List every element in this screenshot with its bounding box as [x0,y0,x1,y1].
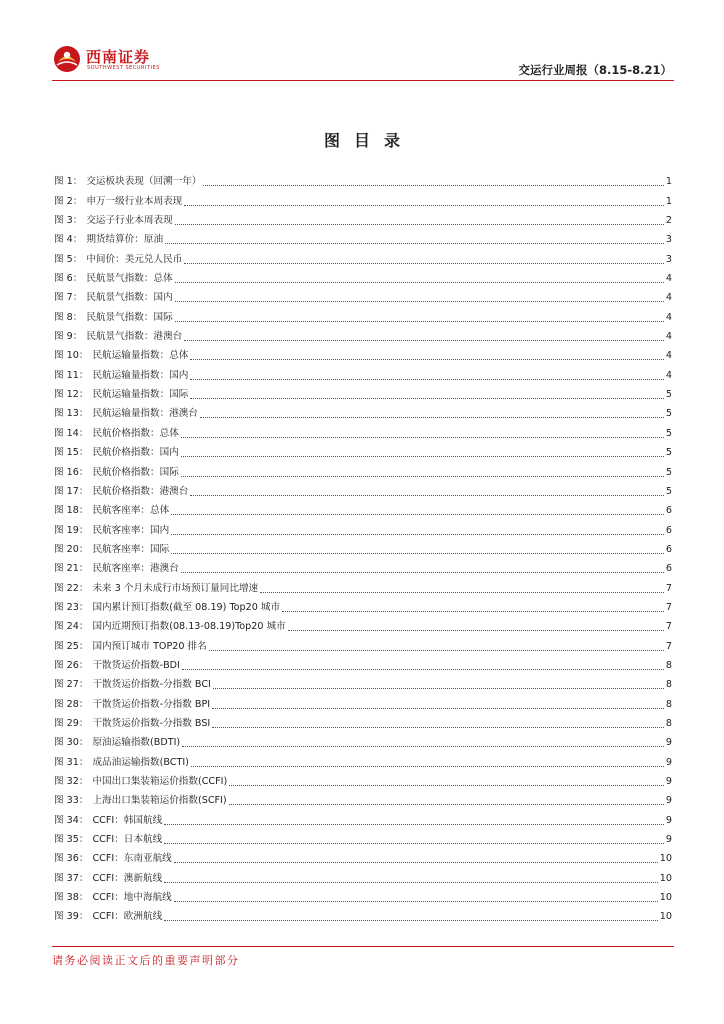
footer-divider [52,946,674,947]
toc-entry-page-number: 5 [665,466,672,478]
figure-table-of-contents [54,169,672,923]
toc-entry-label [54,602,280,614]
toc-dot-leader [209,650,664,651]
toc-entry-label [54,834,162,846]
toc-entry-title: 上海出口集装箱运价指数(SCFI) [92,795,227,807]
toc-entry-page-number: 6 [665,505,672,517]
toc-entry-page-number: 6 [665,524,672,536]
toc-entry-title: 国内预订城市 TOP20 排名 [92,640,207,652]
toc-entry-label [54,525,169,537]
toc-entry-number: 图 28： [54,698,89,710]
toc-entry-number: 图 30： [54,737,89,749]
toc-entry[interactable] [54,362,672,381]
toc-entry-label [54,776,227,788]
toc-entry[interactable] [54,769,672,788]
toc-entry-title: 成品油运输指数(BCTI) [92,756,189,768]
toc-dot-leader [203,185,663,186]
toc-entry-title: CCFI：东南亚航线 [92,853,172,865]
toc-entry-label [54,254,182,266]
logo-emblem-icon [52,44,82,74]
toc-entry-label [54,292,173,304]
toc-entry-page-number: 4 [665,369,672,381]
toc-entry-page-number: 4 [665,273,672,285]
toc-entry-title: 民航客座率：国际 [92,543,170,555]
toc-entry-page-number: 10 [659,872,672,884]
toc-entry-page-number: 1 [665,176,672,188]
toc-entry-number: 图 19： [54,524,89,536]
toc-entry-label [54,660,180,672]
toc-entry-title: 未来 3 个月未成行市场预订量同比增速 [92,582,259,594]
toc-entry-title: 中国出口集装箱运价指数(CCFI) [92,776,228,787]
toc-entry-number: 图 10： [54,350,89,362]
toc-entry-number: 图 37： [54,872,89,884]
toc-entry-number: 图 9： [54,331,83,343]
header-divider [52,80,674,81]
toc-entry-label [54,795,227,807]
toc-entry-number: 图 31： [54,756,89,768]
toc-entry-page-number: 4 [665,311,672,323]
toc-entry-number: 图 2： [54,195,83,207]
toc-entry-page-number: 8 [665,717,672,729]
toc-entry[interactable] [54,730,672,749]
toc-dot-leader [288,630,664,631]
toc-entry-page-number: 9 [665,795,672,807]
toc-dot-leader [184,340,664,341]
toc-entry[interactable] [54,865,672,884]
toc-entry-number: 图 1： [54,176,83,188]
toc-entry[interactable] [54,827,672,846]
toc-entry[interactable] [54,633,672,652]
toc-entry-title: 交运子行业本周表现 [86,215,173,227]
toc-entry[interactable] [54,575,672,594]
toc-entry-page-number: 8 [665,659,672,671]
toc-entry-title: 国内近期预订指数(08.13-08.19)Top20 城市 [92,621,286,633]
toc-entry-title: 民航运输量指数：国际 [92,389,189,401]
toc-entry[interactable] [54,227,672,246]
toc-entry-title: 民航景气指数：国内 [86,292,173,304]
toc-dot-leader [182,746,664,747]
toc-entry[interactable] [54,304,672,323]
toc-dot-leader [282,611,664,612]
toc-entry-title: 民航景气指数：总体 [86,273,173,285]
toc-entry[interactable] [54,246,672,265]
toc-entry-title: 民航价格指数：国内 [92,447,179,459]
toc-entry-page-number: 3 [665,253,672,265]
toc-entry[interactable] [54,479,672,498]
toc-dot-leader [213,688,664,689]
toc-dot-leader [164,920,658,921]
toc-entry-label [54,389,188,401]
toc-entry[interactable] [54,517,672,536]
toc-entry-number: 图 29： [54,717,89,729]
toc-dot-leader [191,766,664,767]
toc-dot-leader [184,263,664,264]
toc-entry-page-number: 10 [659,911,672,923]
toc-entry[interactable] [54,440,672,459]
toc-dot-leader [190,495,664,496]
toc-dot-leader [181,476,664,477]
toc-dot-leader [181,437,664,438]
toc-entry-label [54,196,182,208]
toc-entry-title: 民航运输量指数：总体 [92,350,189,362]
toc-entry-title: CCFI：澳新航线 [92,872,163,884]
toc-entry[interactable] [54,691,672,710]
toc-entry-number: 图 27： [54,679,89,691]
toc-entry-page-number: 6 [665,543,672,555]
toc-entry-title: 民航客座率：总体 [92,505,170,517]
toc-dot-leader [190,359,664,360]
page-title: 图目录 [323,131,414,150]
toc-entry-title: 干散货运价指数-分指数 BCI [92,679,211,691]
toc-entry-page-number: 4 [665,350,672,362]
toc-dot-leader [260,592,664,593]
report-title: 交运行业周报（8.15-8.21） [518,63,672,77]
toc-entry-label [54,215,173,227]
page-header [52,40,674,82]
toc-entry-title: CCFI：地中海航线 [92,892,172,904]
toc-entry[interactable] [54,595,672,614]
toc-entry-number: 图 32： [54,776,89,787]
toc-dot-leader [171,553,664,554]
toc-dot-leader [200,417,664,418]
toc-entry-label [54,234,163,246]
toc-entry[interactable] [54,498,672,517]
toc-entry-number: 图 13： [54,408,89,420]
toc-entry-title: 干散货运价指数-分指数 BSI [92,717,211,729]
toc-entry[interactable] [54,459,672,478]
toc-dot-leader [171,534,664,535]
toc-entry-page-number: 8 [665,698,672,710]
toc-entry[interactable] [54,807,672,826]
toc-entry-page-number: 4 [665,292,672,304]
toc-entry-label [54,408,198,420]
toc-entry-page-number: 7 [665,601,672,613]
toc-dot-leader [165,243,664,244]
toc-dot-leader [171,514,664,515]
toc-entry-page-number: 5 [665,427,672,439]
toc-entry[interactable] [54,788,672,807]
toc-dot-leader [181,456,664,457]
toc-entry-page-number: 4 [665,331,672,343]
logo-english-name: SOUTHWEST SECURITIES [87,65,160,71]
toc-entry-number: 图 6： [54,273,83,285]
toc-entry-page-number: 3 [665,234,672,246]
toc-entry-title: CCFI：日本航线 [92,834,163,846]
toc-entry-page-number: 2 [665,215,672,227]
toc-entry-title: CCFI：欧洲航线 [92,911,163,923]
toc-dot-leader [182,669,664,670]
toc-entry-label [54,467,179,479]
toc-entry-page-number: 1 [665,195,672,207]
toc-entry[interactable] [54,749,672,768]
toc-entry-label [54,911,162,923]
toc-entry-label [54,273,173,285]
toc-entry-page-number: 5 [665,389,672,401]
toc-entry-page-number: 7 [665,582,672,594]
toc-entry-label [54,486,188,498]
toc-entry-number: 图 26： [54,659,89,671]
toc-entry[interactable] [54,653,672,672]
toc-entry[interactable] [54,208,672,227]
toc-entry-title: 交运板块表现（回溯一年） [86,176,202,188]
toc-entry[interactable] [54,382,672,401]
toc-entry[interactable] [54,672,672,691]
toc-entry-label [54,699,210,711]
toc-entry-title: 民航价格指数：总体 [92,427,179,439]
toc-entry-page-number: 9 [665,756,672,768]
toc-dot-leader [190,379,664,380]
toc-entry-number: 图 22： [54,582,89,594]
toc-entry-number: 图 21： [54,563,89,575]
toc-entry-page-number: 10 [659,892,672,904]
toc-entry[interactable] [54,266,672,285]
toc-entry-label [54,331,182,343]
toc-entry-title: 中间价：美元兑人民币 [86,253,183,265]
toc-entry-number: 图 15： [54,447,89,459]
logo-chinese-name: 西南证券 [86,48,151,66]
toc-dot-leader [175,224,664,225]
toc-entry-label [54,176,201,188]
toc-entry-number: 图 3： [54,215,83,227]
toc-entry-page-number: 5 [665,447,672,459]
toc-dot-leader [164,824,664,825]
toc-dot-leader [229,785,664,786]
toc-entry-page-number: 9 [665,776,672,787]
toc-entry-title: 期货结算价：原油 [86,234,164,246]
toc-dot-leader [174,901,658,902]
toc-entry-title: 民航客座率：港澳台 [92,563,179,575]
toc-entry-label [54,757,189,769]
toc-entry-number: 图 11： [54,369,89,381]
toc-entry-number: 图 20： [54,543,89,555]
toc-entry-number: 图 17： [54,485,89,497]
toc-dot-leader [164,843,664,844]
company-logo [52,42,192,76]
toc-entry-number: 图 25： [54,640,89,652]
toc-entry[interactable] [54,420,672,439]
toc-entry-title: CCFI：韩国航线 [92,814,163,826]
toc-entry[interactable] [54,614,672,633]
toc-entry-label [54,737,180,749]
toc-dot-leader [175,321,664,322]
toc-entry-label [54,563,179,575]
toc-entry-label [54,641,207,653]
toc-entry-title: 民航景气指数：国际 [86,311,173,323]
toc-entry-label [54,621,286,633]
toc-entry[interactable] [54,401,672,420]
toc-entry-number: 图 38： [54,892,89,904]
toc-entry[interactable] [54,556,672,575]
toc-entry-page-number: 6 [665,563,672,575]
toc-entry-number: 图 33： [54,795,89,807]
toc-entry-title: 民航运输量指数：国内 [92,369,189,381]
toc-entry[interactable] [54,846,672,865]
toc-entry-title: 原油运输指数(BDTI) [92,737,181,749]
toc-entry[interactable] [54,711,672,730]
toc-entry-title: 干散货运价指数-BDI [92,659,180,671]
toc-entry-label [54,815,162,827]
toc-entry-title: 国内累计预订指数(截至 08.19) Top20 城市 [92,601,281,613]
footer-disclaimer: 请务必阅读正文后的重要声明部分 [52,954,240,967]
toc-entry-page-number: 7 [665,640,672,652]
toc-entry-number: 图 23： [54,601,89,613]
toc-entry[interactable] [54,904,672,923]
toc-entry-number: 图 36： [54,853,89,865]
toc-entry-label [54,544,169,556]
toc-entry-page-number: 9 [665,834,672,846]
toc-entry-title: 民航景气指数：港澳台 [86,331,183,343]
toc-entry-title: 干散货运价指数-分指数 BPI [92,698,211,710]
toc-entry-number: 图 39： [54,911,89,923]
toc-entry-title: 民航运输量指数：港澳台 [92,408,198,420]
toc-entry-title: 民航客座率：国内 [92,524,170,536]
toc-entry-title: 民航价格指数：港澳台 [92,485,189,497]
toc-entry-page-number: 9 [665,737,672,749]
toc-dot-leader [184,205,664,206]
toc-entry-label [54,718,210,730]
toc-entry-page-number: 7 [665,621,672,633]
toc-entry-number: 图 34： [54,814,89,826]
toc-dot-leader [212,708,664,709]
toc-dot-leader [175,282,664,283]
toc-entry-page-number: 5 [665,408,672,420]
toc-entry-label [54,428,179,440]
toc-entry-number: 图 5： [54,253,83,265]
toc-entry-number: 图 16： [54,466,89,478]
toc-dot-leader [174,862,658,863]
toc-entry[interactable] [54,343,672,362]
toc-entry[interactable] [54,324,672,343]
toc-entry-label [54,312,173,324]
toc-entry-page-number: 9 [665,814,672,826]
toc-entry[interactable] [54,169,672,188]
toc-entry[interactable] [54,188,672,207]
toc-dot-leader [175,301,664,302]
toc-entry[interactable] [54,537,672,556]
toc-entry[interactable] [54,885,672,904]
toc-dot-leader [212,727,664,728]
toc-entry-title: 申万一级行业本周表现 [86,195,183,207]
toc-entry-number: 图 14： [54,427,89,439]
toc-entry-title: 民航价格指数：国际 [92,466,179,478]
toc-entry-label [54,853,172,865]
toc-entry-page-number: 5 [665,485,672,497]
toc-entry[interactable] [54,285,672,304]
toc-entry-label [54,583,258,595]
toc-entry-page-number: 10 [659,853,672,865]
toc-entry-label [54,873,162,885]
toc-entry-number: 图 18： [54,505,89,517]
toc-entry-number: 图 35： [54,834,89,846]
toc-dot-leader [229,804,664,805]
toc-dot-leader [164,882,658,883]
toc-entry-label [54,350,188,362]
toc-entry-number: 图 4： [54,234,83,246]
toc-entry-number: 图 24： [54,621,89,633]
toc-entry-page-number: 8 [665,679,672,691]
toc-entry-label [54,679,211,691]
toc-entry-number: 图 8： [54,311,83,323]
toc-dot-leader [181,572,664,573]
toc-entry-label [54,505,169,517]
toc-entry-label [54,892,172,904]
toc-dot-leader [190,398,664,399]
toc-entry-label [54,370,188,382]
toc-entry-label [54,447,179,459]
toc-entry-number: 图 12： [54,389,89,401]
toc-entry-number: 图 7： [54,292,83,304]
